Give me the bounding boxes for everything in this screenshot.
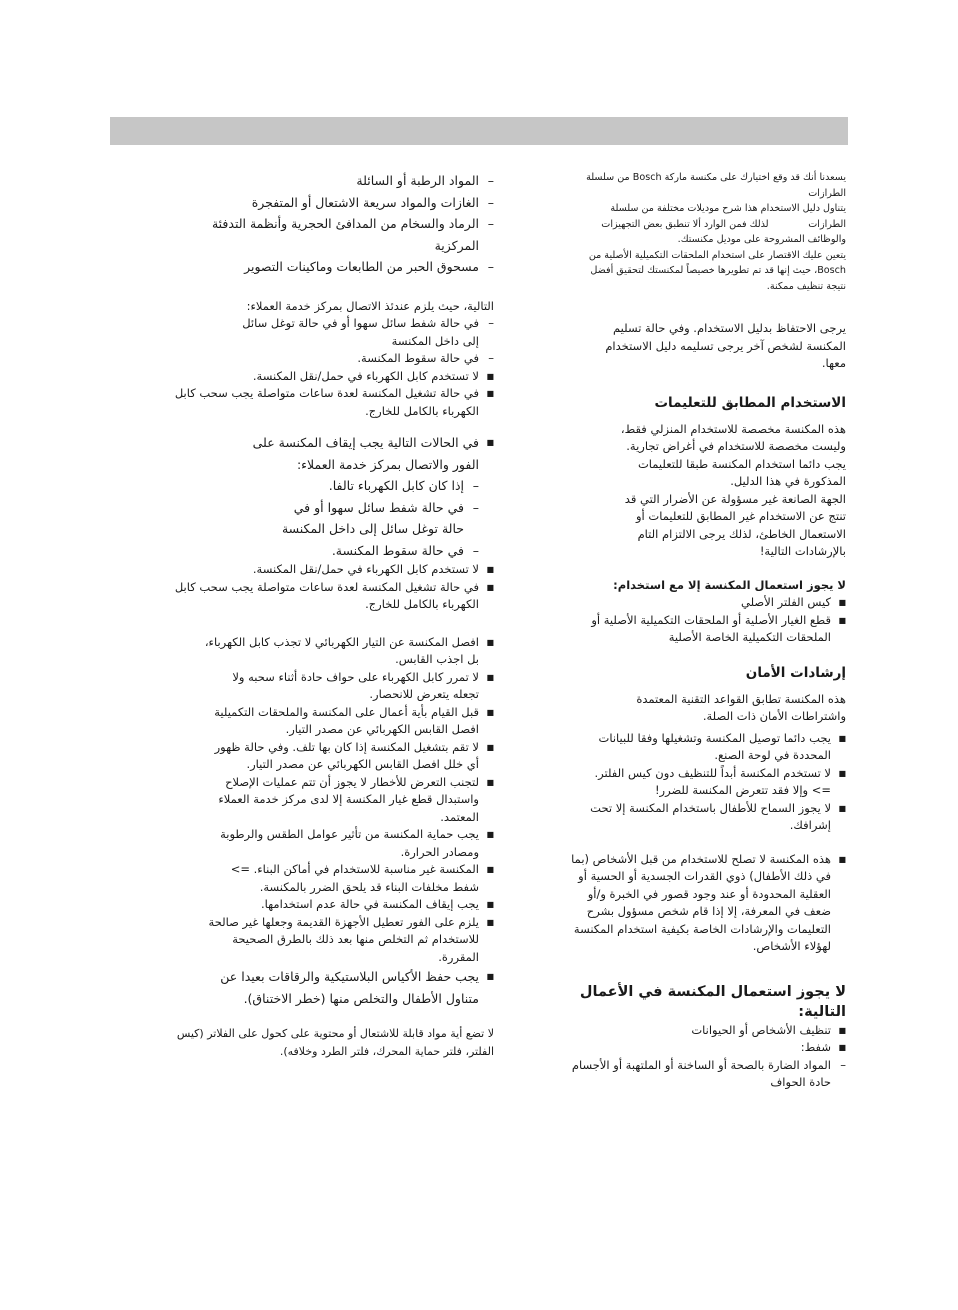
keep-line: يرجى الاحتفاظ بدليل الاستخدام. وفي حالة تسليم	[613, 321, 846, 335]
intro-line: الطرازات لذلك فمن الوارد ألا تنطبق بعض التجهيزات	[601, 218, 846, 230]
list-item: ■ لا تمرر كابل الكهرباء على حواف حادة أثناء سحبه ولا تجعله يتعرض للانحصار.	[204, 669, 494, 704]
use-line: الاستعمال الخاطئ، لذلك يرجى الالتزام التام	[637, 526, 846, 541]
use-line: المذكورة في هذا الدليل.	[730, 474, 846, 488]
list-item: ■ لا تستخدم كابل الكهرباء في حمل/نقل المكنسة.	[166, 368, 494, 386]
sub-item: – الرماد والسخام من المدافئ الحجرية وأنظمة التدفئة المركزية	[166, 213, 494, 256]
not-allowed-title: لا يجوز استعمال المكنسة في الأعمال التالية:	[579, 983, 846, 1020]
use-line: يجب دائما استخدام المكنسة طبقا للتعليمات	[637, 456, 846, 471]
safety-title: إرشادات الأمان	[745, 664, 846, 681]
list-item: ■ قبل القيام بأية أعمال على المكنسة والملحقات التكميلية افصل القابس الكهربائي عن مصدر التيار.	[204, 704, 494, 739]
safety-list-left	[204, 634, 494, 967]
intro-text	[568, 170, 846, 294]
not-allowed-list	[568, 1022, 846, 1092]
keep-line: المكنسة لشخص آخر يرجى تسليمه دليل الاستخدام	[605, 338, 846, 353]
filter-note: لا تضع أية مواد قابلة للاشتعال أو محتوية على كحول على الفلاتر (كيس الفلتر، فلتر حماية المحرك، فلتر الطرد وخلافه).	[176, 1027, 494, 1058]
intro-line: يتعين عليك الاقتصار على استخدام الملحقات التكميلية الأصلية من	[588, 249, 846, 261]
list-item: ■ تنظيف الأشخاص أو الحيوانات	[568, 1022, 846, 1040]
list-item: ■ لا تقم بتشغيل المكنسة إذا كان بها تلف. وفي حالة ظهور أي خلل افصل القابس الكهربائي عن مصدر التيار.	[204, 739, 494, 774]
use-line: وليست مخصصة للاستخدام في أغراض تجارية.	[626, 439, 846, 453]
sub-item: – مسحوق الحبر من الطابعات وماكينات التصوير	[166, 256, 494, 278]
sub-item: – في حالة شفط سائل سهوا أو في حالة توغل سائل إلى داخل المكنسة	[279, 497, 479, 540]
cable-list-2	[166, 561, 494, 614]
box-intro: التالية، حيث يلزم عندئذ الاتصال بمركز خدمة العملاء:	[246, 298, 494, 313]
cable-list-1	[166, 368, 494, 421]
only-with-title: لا يجوز استعمال المكنسة إلا مع استخدام:	[613, 577, 846, 592]
sub-item: – في حالة سقوط المكنسة.	[224, 350, 494, 368]
intro-line: Bosch، حيث إنها قد تم تطويرها خصيصاً لمكنستك لتحقيق أفضل	[590, 265, 846, 276]
sub-item: – إذا كان كابل الكهرباء تالفا.	[279, 475, 479, 497]
list-item: ■ يلزم على الفور تعطيل الأجهزة القديمة وجعلها غير صالحة للاستخدام ثم التخلص منها بعد ذلك بالطرق الصحيحة المقررة.	[204, 914, 494, 967]
suction-sub-list	[166, 170, 494, 278]
safety-list	[568, 730, 846, 835]
list-item: ■ يجب حفظ الأكياس البلاستيكية والرقاقات بعيدا عن متناول الأطفال والتخلص منها (خطر الاختناق).	[204, 966, 494, 1009]
sub-item: – المواد الرطبة أو السائلة	[166, 170, 494, 192]
sub-item: – المواد الضارة بالصحة أو الساخنة أو الملتهبة أو الأجسام حادة الحواف	[568, 1057, 846, 1092]
list-item: ■ افصل المكنسة عن التيار الكهربائي لا تجذب كابل الكهرباء، بل اجذب القابس.	[204, 634, 494, 669]
list-item: ■ في الحالات التالية يجب إيقاف المكنسة على الفور والاتصال بمركز خدمة العملاء:	[224, 432, 494, 475]
list-item: ■ كيس الفلتر الأصلي	[568, 594, 846, 612]
list-item: ■ لا تستخدم المكنسة أبداً للتنظيف دون كيس الفلتر.	[568, 765, 846, 783]
header-bar	[110, 117, 848, 145]
list-item: ■ يجب حماية المكنسة من تأثير عوامل الطقس والرطوبة ومصادر الحرارة.	[204, 826, 494, 861]
sub-item: – في حالة سقوط المكنسة.	[279, 540, 479, 562]
sub-item: – في حالة شفط سائل سهوا أو في حالة توغل سائل إلى داخل المكنسة	[224, 315, 494, 350]
keep-line: معها.	[821, 356, 846, 370]
intro-line: والوظائف المشروحة على موديل مكنستك.	[677, 234, 846, 245]
list-item: ■ يجب دائما توصيل المكنسة وتشغيلها وفقا للبيانات المحددة في لوحة الصنع.	[568, 730, 846, 765]
only-with-box	[568, 577, 846, 647]
right-column	[568, 170, 846, 1092]
list-item: ■ هذه المكنسة لا تصلح للاستخدام من قبل الأشخاص (بما في ذلك الأطفال) ذوي القدرات الجسدية أو الحسية أو العقلية المحدودة أو عند وجود قصور في الخبرة و/أو ضعف في المعرفة، إلا إذا قام شخص مسؤول بشرح التعليمات والإرشادات الخاصة بكيفية استخدام المكنسة لهؤلاء الأشخاص.	[568, 851, 846, 956]
intro-line: يتناول دليل الاستخدام هذا شرح موديلات مختلفة من سلسلة	[610, 203, 846, 214]
safety-line: هذه المكنسة تطابق القواعد التقنية المعتمدة	[636, 691, 846, 706]
safety-line: واشتراطات الأمان ذات الصلة.	[702, 709, 846, 723]
list-item: ■ لا يجوز السماح للأطفال باستخدام المكنسة إلا تحت إشرافك.	[568, 800, 846, 835]
list-item: ■ لتجنب التعرض للأخطار لا يجوز أن تتم عمليات الإصلاح واستبدال قطع غيار المكنسة إلا لدى مركز خدمة العملاء المعتمد.	[204, 774, 494, 827]
intro-line: يسعدنا أنك قد وقع اختيارك على مكنسة ماركة Bosch من سلسلة	[586, 172, 846, 183]
list-item: ■ قطع الغيار الأصلية أو الملحقات التكميلية الأصلية أو الملحقات التكميلية الخاصة الأصلية	[568, 612, 846, 647]
keep-manual-text	[568, 320, 846, 373]
bags-warning	[204, 966, 494, 1009]
use-line: هذه المكنسة مخصصة للاستخدام المنزلي فقط،	[620, 421, 846, 436]
list-item: ■ يجب إيقاف المكنسة في حالة عدم استخدامها.	[204, 896, 494, 914]
list-item: ■ شفط:	[568, 1039, 846, 1057]
use-line: بالإرشادات التالية!	[759, 544, 846, 558]
sub-item: – الغازات والمواد سريعة الاشتعال أو المتفجرة	[166, 192, 494, 214]
persons-warning	[568, 851, 846, 956]
service-box-1	[224, 298, 494, 368]
safety-text	[568, 691, 846, 726]
use-line: تنتج عن الاستخدام غير المطابق للتعليمات أو	[636, 509, 846, 523]
list-item: ■ في حالة تشغيل المكنسة لعدة ساعات متواصلة يجب سحب كابل الكهرباء بالكامل للخارج.	[166, 579, 494, 614]
list-note: => وإلا فقد تتعرض المكنسة للضرر!	[654, 783, 831, 797]
list-item: ■ لا تستخدم كابل الكهرباء في حمل/نقل المكنسة.	[166, 561, 494, 579]
service-box-2	[166, 432, 494, 561]
use-line: الجهة الصانعة غير مسؤولة عن الأضرار التي قد	[624, 491, 846, 506]
intended-use-text	[568, 421, 846, 561]
intro-line: الطرازات	[808, 187, 846, 199]
intro-line: نتيجة تنظيف ممكنة.	[766, 280, 846, 292]
list-item: ■ المكنسة غير مناسبة للاستخدام في أماكن البناء. => شفط مخلفات البناء قد يلحق الضرر بالمكنسة.	[204, 861, 494, 896]
left-column	[166, 170, 494, 1060]
intended-use-title: الاستخدام المطابق للتعليمات	[654, 394, 846, 411]
list-item: ■ في حالة تشغيل المكنسة لعدة ساعات متواصلة يجب سحب كابل الكهرباء بالكامل للخارج.	[166, 385, 494, 420]
